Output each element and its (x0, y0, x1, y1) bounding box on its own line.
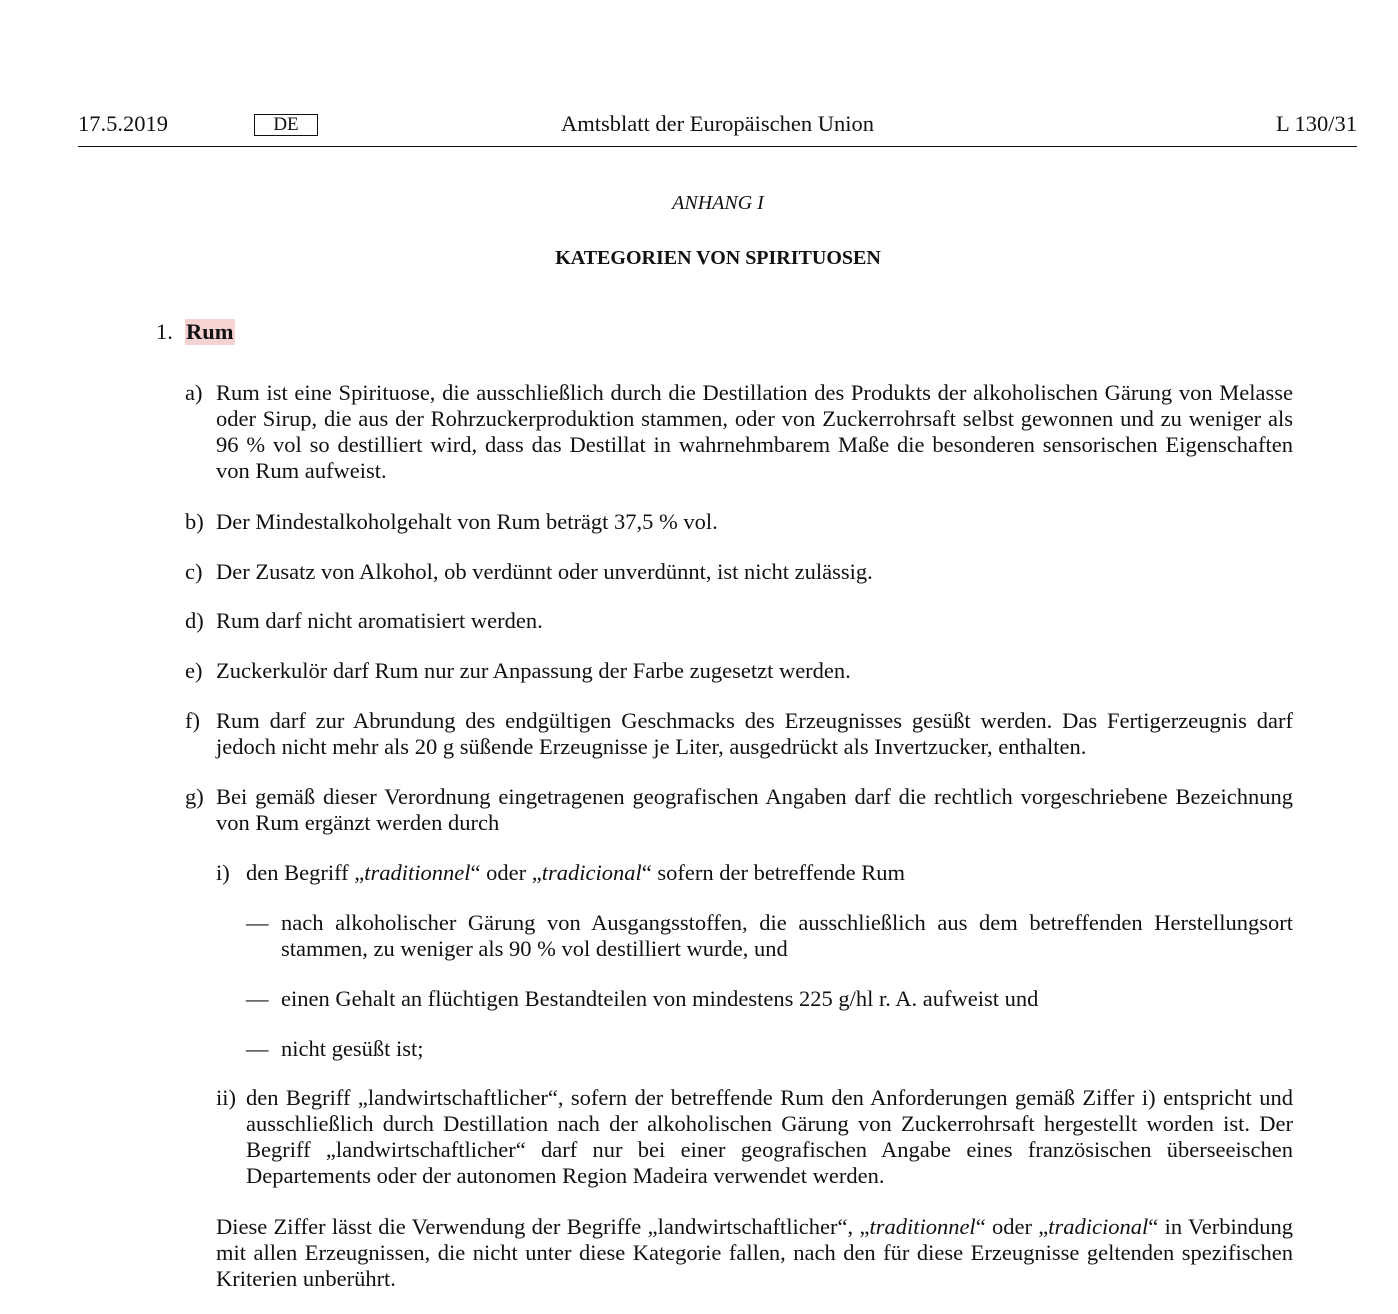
sub-ii-text: den Begriff „landwirtschaftlicher“, sofern der betreffende Rum den Anforderungen gemäß Ziffer i) entspricht und ausschließlich durch Destillation nach der alkoholischen Gärung von Zuckerrohrsaft hergestellt worden ist. Der Begriff „landwirtschaftlicher“ darf nur bei einer geografischen Angabe eines französischen überseeischen Departements oder der autonomen Region Madeira verwendet werden. (246, 1085, 1293, 1188)
term-tradicional: tradicional (541, 860, 642, 885)
sub-ii-label: ii) (216, 1085, 236, 1110)
page-number: L 130/31 (1275, 111, 1357, 136)
closing-paragraph: Diese Ziffer lässt die Verwendung der Begriffe „landwirtschaftlicher“, „traditionnel“ oder „tradicional“ in Verbindung mit allen Erzeugnissen, die nicht unter diese Kategorie fallen, nach den für diese Erzeugnisse geltenden spezifischen Kriterien unberührt. (216, 1214, 1293, 1291)
section-title-highlighted: Rum (186, 319, 234, 344)
page-header (78, 108, 1357, 147)
sub-i-text: den Begriff „traditionnel“ oder „tradicional“ sofern der betreffende Rum (246, 860, 905, 885)
publication-date: 17.5.2019 (78, 111, 168, 136)
item-b-text: Der Mindestalkoholgehalt von Rum beträgt 37,5 % vol. (216, 509, 718, 534)
language-badge: DE (254, 114, 318, 136)
item-g-label: g) (185, 784, 204, 809)
term-traditionnel-closing: traditionnel (869, 1214, 976, 1239)
item-f-label: f) (185, 708, 200, 733)
item-d-text: Rum darf nicht aromatisiert werden. (216, 608, 543, 633)
sub-i-label: i) (216, 860, 230, 885)
item-e-text: Zuckerkulör darf Rum nur zur Anpassung der Farbe zugesetzt werden. (216, 658, 851, 683)
item-c-text: Der Zusatz von Alkohol, ob verdünnt oder unverdünnt, ist nicht zulässig. (216, 559, 873, 584)
item-a-label: a) (185, 380, 203, 405)
dash-1-mark: — (246, 910, 269, 935)
section-number: 1. (156, 319, 173, 344)
annex-title: ANHANG I (672, 192, 764, 214)
item-b-label: b) (185, 509, 204, 534)
term-tradicional-closing: tradicional (1048, 1214, 1149, 1239)
dash-1-text: nach alkoholischer Gärung von Ausgangsstoffen, die ausschließlich aus dem betreffenden Herstellungsort stammen, zu weniger als 90 % vol destilliert wurde, und (281, 910, 1293, 961)
item-g-text: Bei gemäß dieser Verordnung eingetragenen geografischen Angaben darf die rechtlich vorgeschriebene Bezeichnung von Rum ergänzt werden durch (216, 784, 1293, 835)
item-c-label: c) (185, 559, 203, 584)
dash-2-text: einen Gehalt an flüchtigen Bestandteilen von mindestens 225 g/hl r. A. aufweist und (281, 986, 1039, 1011)
item-f-text: Rum darf zur Abrundung des endgültigen Geschmacks des Erzeugnisses gesüßt werden. Das Fertigerzeugnis darf jedoch nicht mehr als 20 g süßende Erzeugnisse je Liter, ausgedrückt als Invertzucker, enthalten. (216, 708, 1293, 759)
annex-heading: KATEGORIEN VON SPIRITUOSEN (555, 247, 881, 269)
item-e-label: e) (185, 658, 203, 683)
dash-3-text: nicht gesüßt ist; (281, 1036, 424, 1061)
term-traditionnel: traditionnel (364, 860, 471, 885)
dash-2-mark: — (246, 986, 269, 1011)
dash-3-mark: — (246, 1036, 269, 1061)
item-d-label: d) (185, 608, 204, 633)
item-a-text: Rum ist eine Spirituose, die ausschließlich durch die Destillation des Produkts der alkoholischen Gärung von Melasse oder Sirup, die aus der Rohrzuckerproduktion stammen, oder von Zuckerrohrsaft selbst gewonnen und zu weniger als 96 % vol so destilliert wird, dass das Destillat in wahrnehmbarem Maße die besonderen sensorischen Eigenschaften von Rum aufweist. (216, 380, 1293, 483)
journal-title: Amtsblatt der Europäischen Union (560, 111, 875, 136)
